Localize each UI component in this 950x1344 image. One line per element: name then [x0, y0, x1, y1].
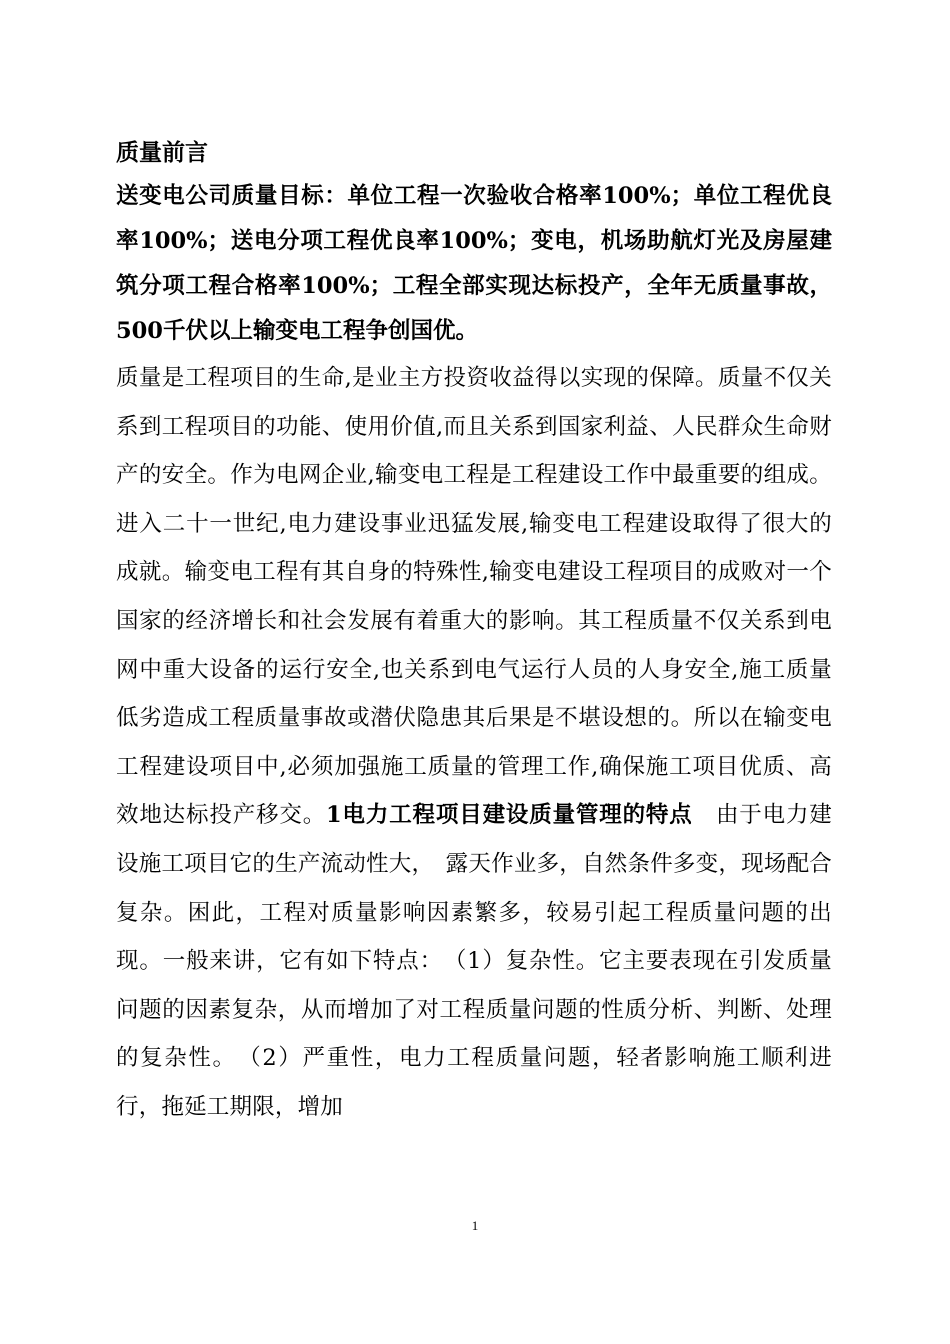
body-text-intro: 质量是工程项目的生命,是业主方投资收益得以实现的保障。质量不仅关系到工程项目的功能、使用价值,而且关系到国家利益、人民群众生命财产的安全。作为电网企业,输变电工程是工程建设工作中最重要的组成。进入二十一世纪,电力建设事业迅猛发展,输变电工程建设取得了很大的成就。输变电工程有其自身的特殊性,输变电建设工程项目的成败对一个国家的经济增长和社会发展有着重大的影响。其工程质量不仅关系到电网中重大设备的运行安全,也关系到电气运行人员的人身安全,施工质量低劣造成工程质量事故或潜伏隐患其后果是不堪设想的。所以在输变电工程建设项目中,必须加强施工质量的管理工作,确保施工项目优质、高效地达标投产移交。: [116, 365, 832, 829]
body-text-characteristics: 由于电力建设施工项目它的生产流动性大， 露天作业多，自然条件多变，现场配合复杂。困此，工程对质量影响因素繁多，较易引起工程质量问题的出现。一般来讲，它有如下特点： （1）复杂性。它主要表现在引发质量问题的因素复杂，从而增加了对工程质量问题的性质分析、判断、处理的复杂性。 （2）严重性，电力工程质量问题，轻者影响施工顺利进行，拖延工期限，增加: [116, 802, 832, 1120]
document-heading: 质量前言: [116, 139, 208, 166]
section-title: 1电力工程项目建设质量管理的特点: [326, 802, 693, 829]
body-paragraph: [116, 354, 832, 1132]
page-number: 1: [471, 1218, 479, 1233]
document-body: [116, 132, 832, 1132]
quality-goal-paragraph: 送变电公司质量目标：单位工程一次验收合格率100%；单位工程优良率100%；送电分项工程优良率100%；变电，机场助航灯光及房屋建筑分项工程合格率100%；工程全部实现达标投产，全年无质量事故，500千伏以上输变电工程争创国优。: [116, 183, 832, 344]
